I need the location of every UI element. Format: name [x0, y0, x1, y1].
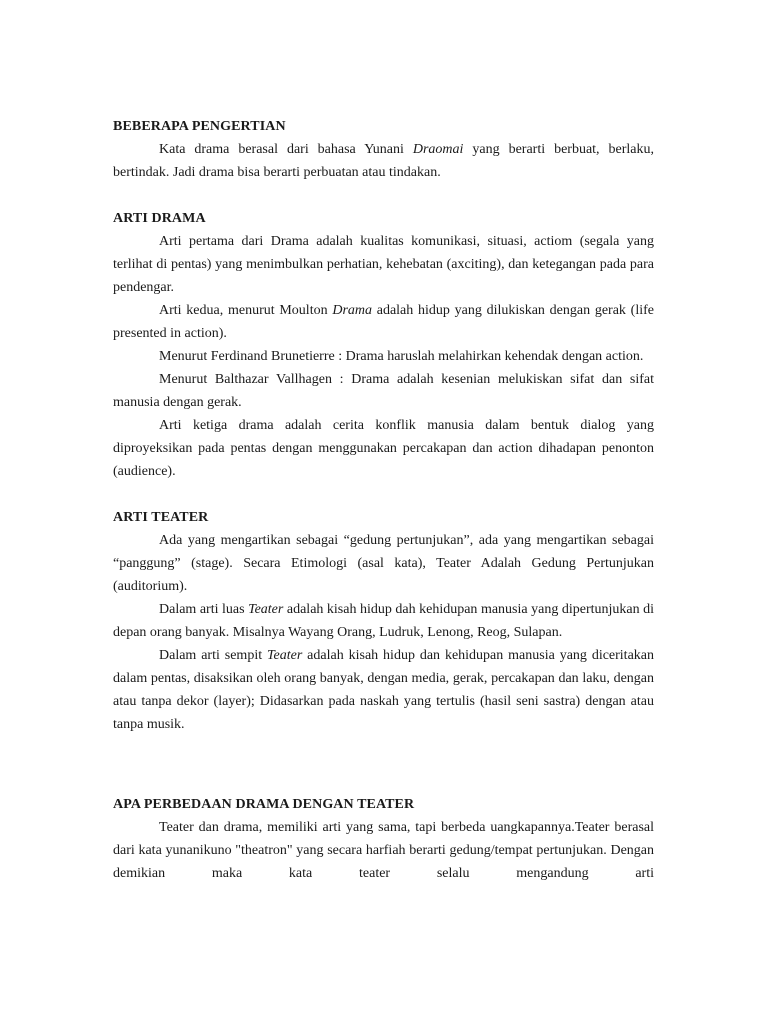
- paragraph-text: Arti kedua, menurut Moulton: [159, 303, 333, 318]
- section-arti-teater: [113, 506, 654, 736]
- paragraph: [113, 529, 654, 598]
- paragraph: [113, 414, 654, 483]
- paragraph-text: Dalam arti luas: [159, 602, 249, 617]
- section-title: BEBERAPA PENGERTIAN: [113, 119, 286, 134]
- paragraph-text: yang berarti berbuat, berlaku, bertindak. Jadi drama bisa berarti perbuatan atau tindakan.: [113, 142, 654, 180]
- emphasis-text: Drama: [332, 303, 372, 318]
- paragraph-text: adalah kisah hidup dan kehidupan manusia yang diceritakan dalam pentas, disaksikan oleh orang banyak, dengan media, gerak, percakapan dan laku, dengan atau tanpa dekor (layer); Didasarkan pada naskah yang tertulis (hasil seni sastra) dengan atau tanpa musik.: [113, 648, 654, 732]
- paragraph: [113, 345, 654, 368]
- section-title: ARTI DRAMA: [113, 211, 206, 226]
- paragraph-text: Menurut Balthazar Vallhagen : Drama adalah kesenian melukiskan sifat dan sifat manusia dengan gerak.: [113, 372, 654, 410]
- paragraph: [113, 816, 654, 885]
- paragraph: [113, 299, 654, 345]
- emphasis-text: Teater: [248, 602, 284, 617]
- section-title: ARTI TEATER: [113, 510, 209, 525]
- emphasis-text: Draomai: [412, 142, 464, 157]
- paragraph-text: Teater dan drama, memiliki arti yang sama, tapi berbeda uangkapannya.Teater berasal dari kata yunanikuno "theatron" yang secara harfiah berarti gedung/tempat pertunjukan. Dengan demikian maka kata teater selalu mengandung arti: [113, 820, 654, 881]
- section-beberapa-pengertian: [113, 115, 654, 184]
- section-perbedaan-drama-teater: [113, 793, 654, 885]
- paragraph-text: Arti ketiga drama adalah cerita konflik manusia dalam bentuk dialog yang diproyeksikan pada pentas dengan menggunakan percakapan dan action dihadapan penonton (audience).: [113, 418, 654, 479]
- paragraph: [113, 598, 654, 644]
- paragraph: [113, 230, 654, 299]
- paragraph: [113, 138, 654, 184]
- emphasis-text: Teater: [267, 648, 303, 663]
- paragraph-text: adalah hidup yang dilukiskan dengan gerak (life presented in action).: [113, 303, 654, 341]
- paragraph-text: adalah kisah hidup dah kehidupan manusia yang dipertunjukan di depan orang banyak. Misalnya Wayang Orang, Ludruk, Lenong, Reog, Sulapan.: [113, 602, 654, 640]
- paragraph-text: Kata drama berasal dari bahasa Yunani: [159, 142, 413, 157]
- section-title: APA PERBEDAAN DRAMA DENGAN TEATER: [113, 797, 415, 812]
- paragraph-text: Menurut Ferdinand Brunetierre : Drama haruslah melahirkan kehendak dengan action.: [159, 349, 644, 364]
- paragraph: [113, 644, 654, 736]
- section-arti-drama: [113, 207, 654, 483]
- paragraph: [113, 368, 654, 414]
- paragraph-text: Ada yang mengartikan sebagai “gedung pertunjukan”, ada yang mengartikan sebagai “panggung” (stage). Secara Etimologi (asal kata), Teater Adalah Gedung Pertunjukan (auditorium).: [113, 533, 654, 594]
- paragraph-text: Arti pertama dari Drama adalah kualitas komunikasi, situasi, actiom (segala yang terlihat di pentas) yang menimbulkan perhatian, kehebatan (axciting), dan ketegangan pada para pendengar.: [113, 234, 654, 295]
- paragraph-text: Dalam arti sempit: [159, 648, 267, 663]
